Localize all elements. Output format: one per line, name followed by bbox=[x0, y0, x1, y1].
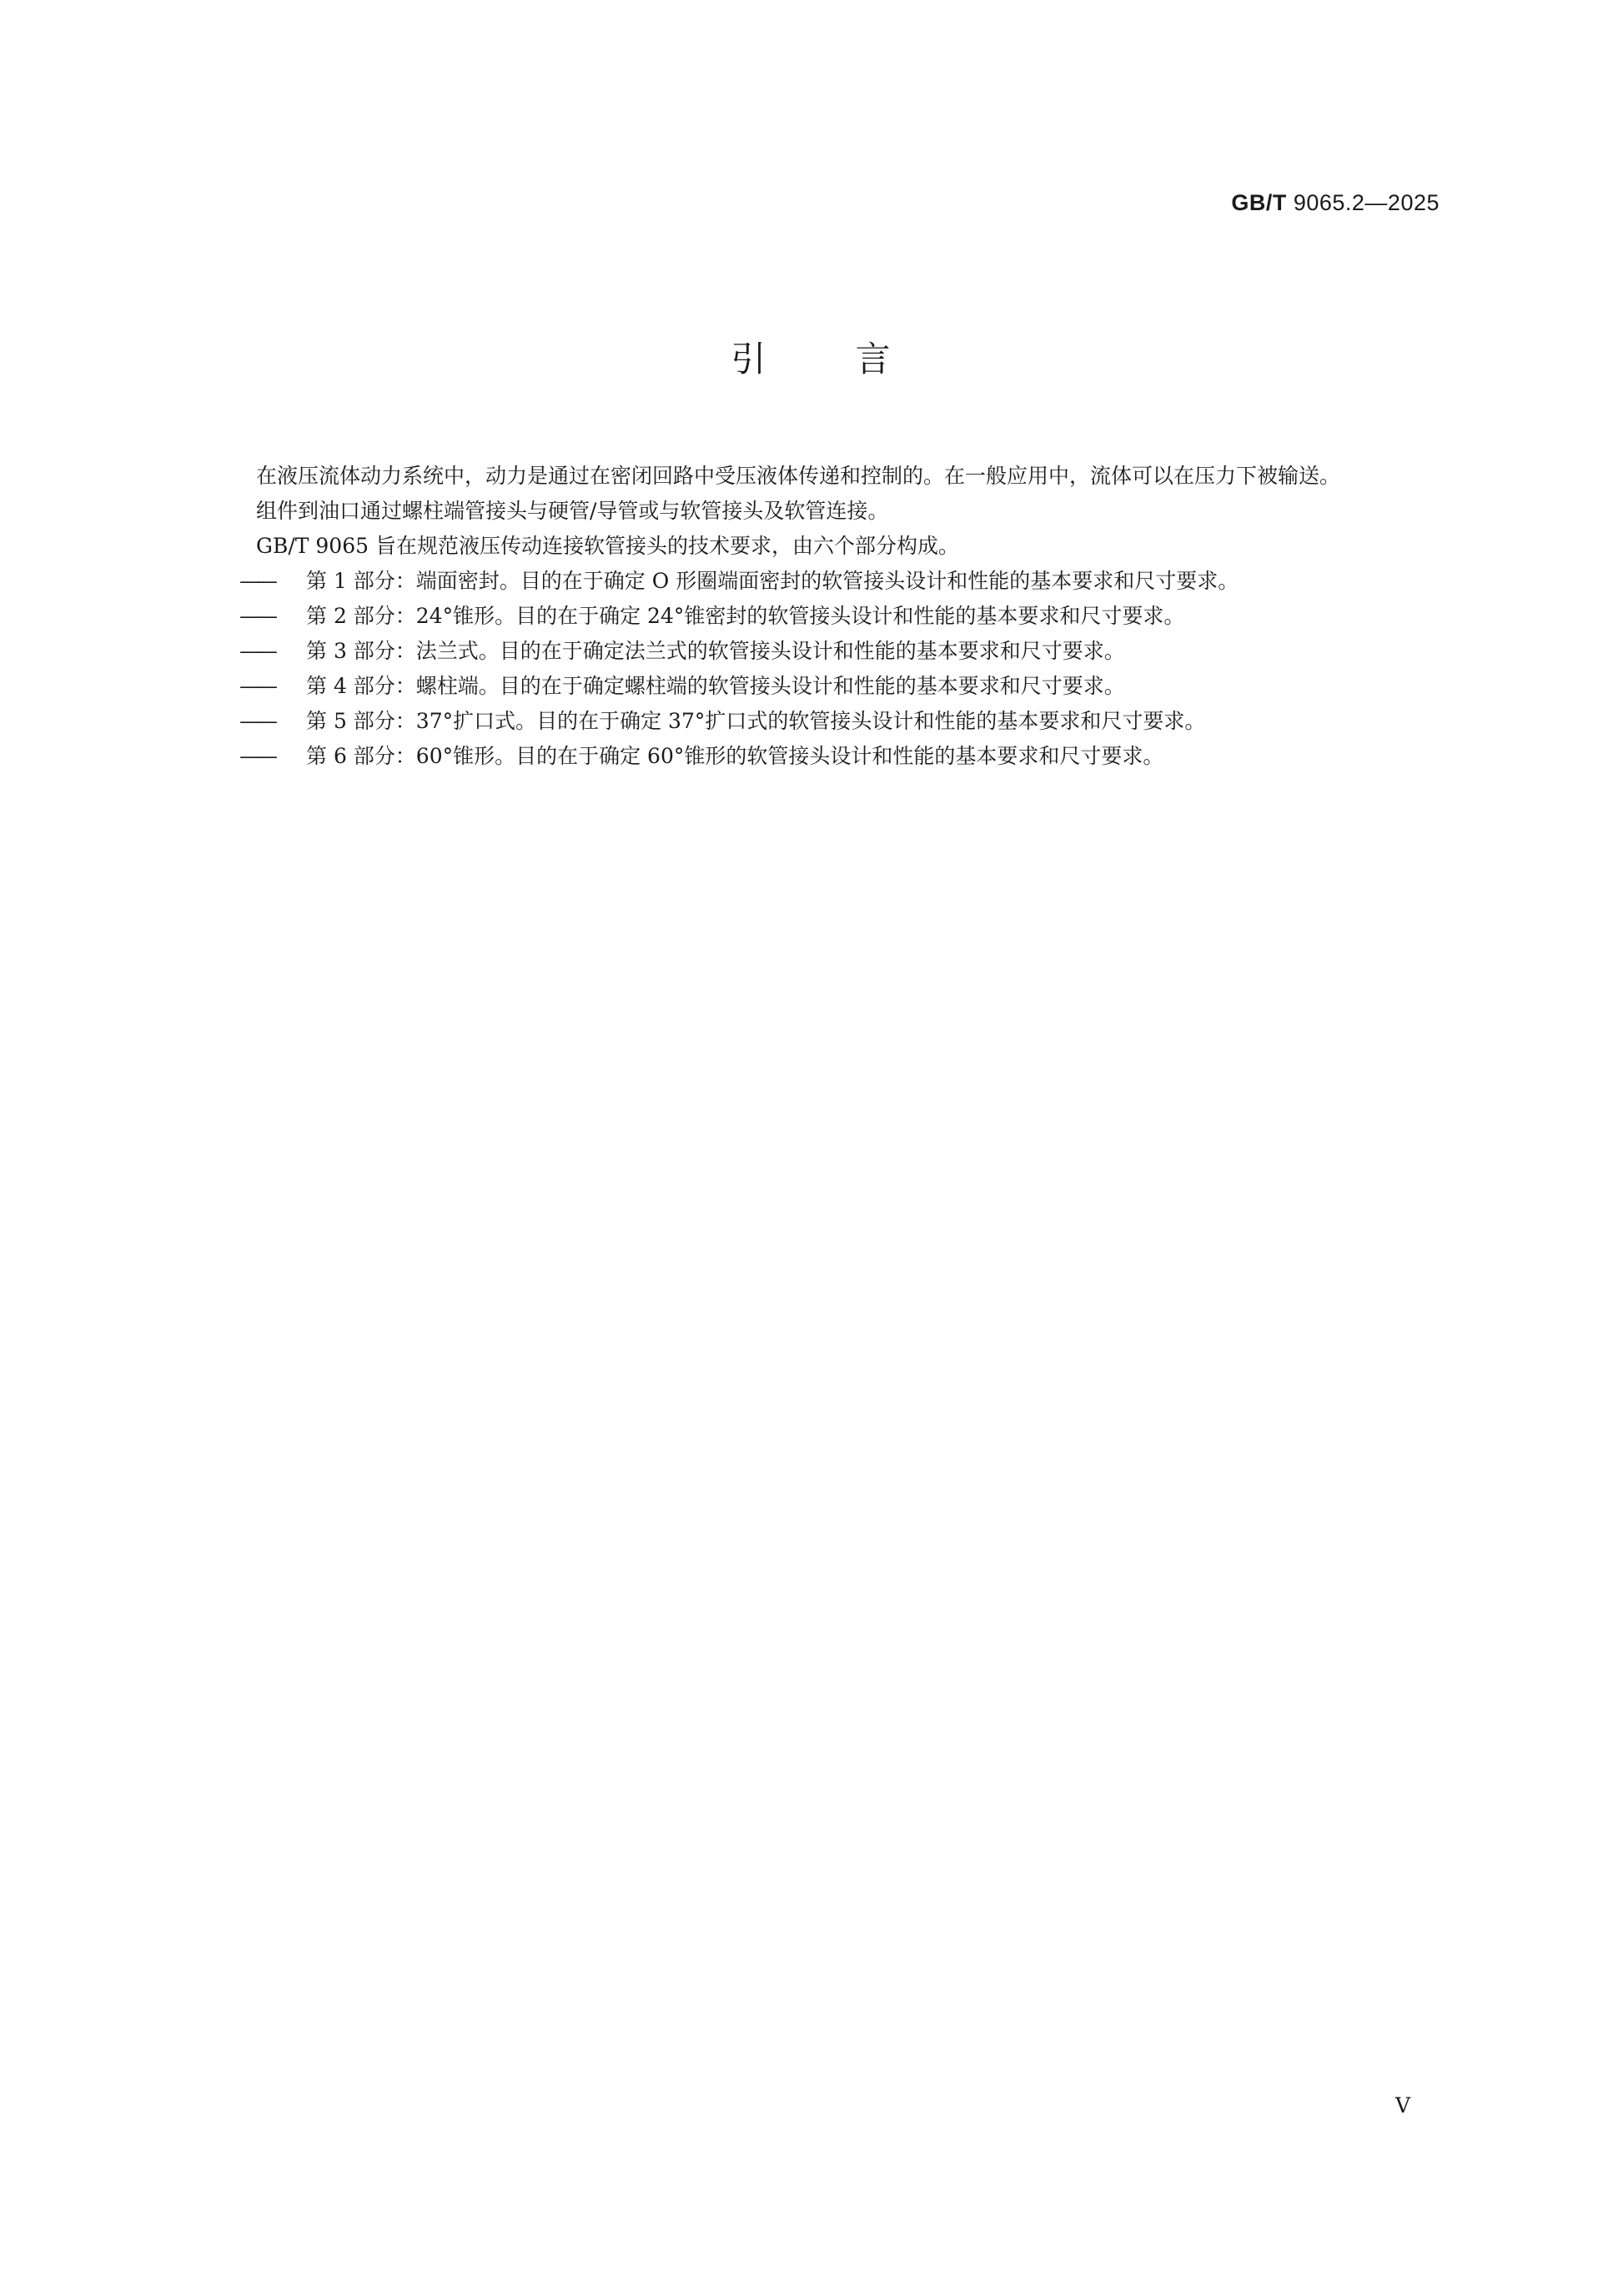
standard-number: 9065.2—2025 bbox=[1293, 190, 1440, 215]
list-dash: —— bbox=[239, 709, 274, 733]
list-item bbox=[214, 564, 1449, 599]
list-item bbox=[214, 634, 1449, 669]
list-item bbox=[214, 599, 1449, 634]
parts-list bbox=[214, 564, 1449, 774]
page-number: V bbox=[1394, 2093, 1410, 2118]
page-title: 引 言 bbox=[731, 339, 892, 379]
paragraph: 在液压流体动力系统中，动力是通过在密闭回路中受压液体传递和控制的。在一般应用中，流体可以在压力下被输送。 bbox=[256, 464, 1341, 488]
list-item-text: 第 3 部分：法兰式。目的在于确定法兰式的软管接头设计和性能的基本要求和尺寸要求。 bbox=[306, 639, 1125, 663]
body-text bbox=[214, 459, 1449, 774]
list-dash: —— bbox=[239, 569, 274, 593]
list-item-text: 第 6 部分：60°锥形。目的在于确定 60°锥形的软管接头设计和性能的基本要求和尺寸要求。 bbox=[306, 744, 1164, 768]
list-dash: —— bbox=[239, 744, 274, 768]
list-item bbox=[214, 669, 1449, 704]
list-item bbox=[214, 739, 1449, 774]
list-item-text: 第 5 部分：37°扩口式。目的在于确定 37°扩口式的软管接头设计和性能的基本要求和尺寸要求。 bbox=[306, 709, 1206, 733]
paragraph: GB/T 9065 旨在规范液压传动连接软管接头的技术要求，由六个部分构成。 bbox=[256, 534, 959, 558]
list-dash: —— bbox=[239, 674, 274, 698]
list-item-text: 第 4 部分：螺柱端。目的在于确定螺柱端的软管接头设计和性能的基本要求和尺寸要求。 bbox=[306, 674, 1125, 698]
list-item bbox=[214, 704, 1449, 739]
list-item-text: 第 2 部分：24°锥形。目的在于确定 24°锥密封的软管接头设计和性能的基本要求和尺寸要求。 bbox=[306, 604, 1185, 628]
list-dash: —— bbox=[239, 639, 274, 663]
list-item-text: 第 1 部分：端面密封。目的在于确定 O 形圈端面密封的软管接头设计和性能的基本要求和尺寸要求。 bbox=[306, 569, 1239, 593]
list-dash: —— bbox=[239, 604, 274, 628]
standard-prefix: GB/T bbox=[1231, 190, 1287, 215]
paragraph: 组件到油口通过螺柱端管接头与硬管/导管或与软管接头及软管连接。 bbox=[256, 499, 889, 523]
standard-code bbox=[1231, 190, 1440, 216]
